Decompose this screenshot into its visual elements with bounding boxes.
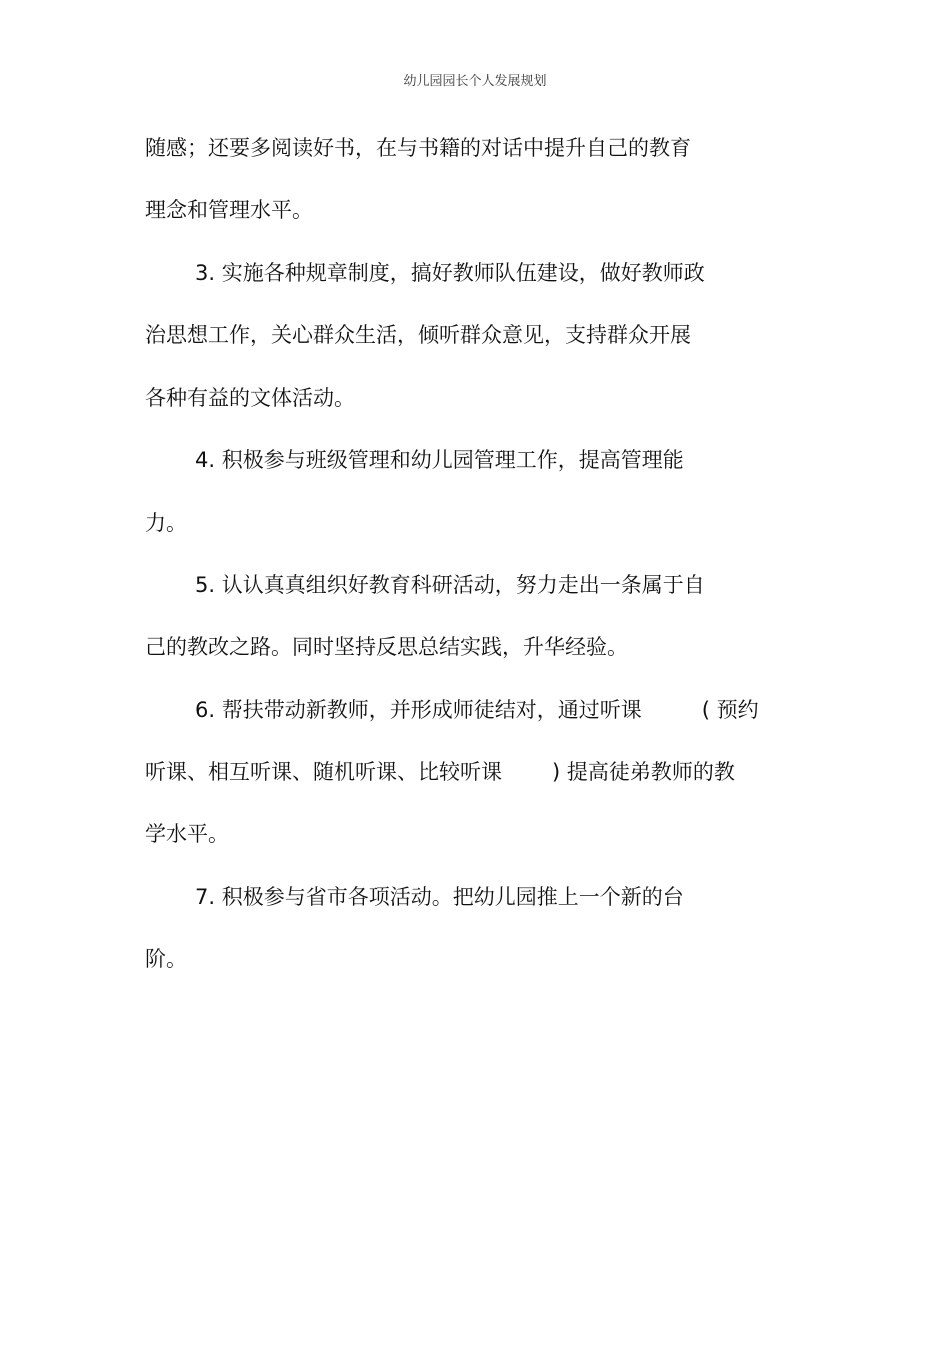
paragraph-line: 力。 bbox=[145, 511, 187, 535]
text-segment: 听课、相互听课、随机听课、比较听课 bbox=[145, 760, 502, 784]
paragraph-line: 各种有益的文体活动。 bbox=[145, 386, 355, 410]
text-segment: ) 提高徒弟教师的教 bbox=[552, 760, 735, 784]
list-item-6-line bbox=[195, 696, 759, 724]
text-segment: 6. 帮扶带动新教师，并形成师徒结对，通过听课 bbox=[195, 698, 642, 722]
paragraph-line: 治思想工作，关心群众生活，倾听群众意见，支持群众开展 bbox=[145, 323, 691, 347]
list-item-7-line: 7. 积极参与省市各项活动。把幼儿园推上一个新的台 bbox=[195, 885, 684, 909]
list-item-5-line: 5. 认认真真组织好教育科研活动，努力走出一条属于自 bbox=[195, 573, 705, 597]
text-segment: ( 预约 bbox=[701, 698, 759, 722]
paragraph-line: 己的教改之路。同时坚持反思总结实践，升华经验。 bbox=[145, 635, 628, 659]
paragraph-line: 学水平。 bbox=[145, 822, 229, 846]
paragraph-line: 随感；还要多阅读好书，在与书籍的对话中提升自己的教育 bbox=[145, 136, 691, 160]
page-header-title: 幼儿园园长个人发展规划 bbox=[403, 74, 547, 89]
paragraph-line bbox=[145, 758, 735, 786]
list-item-4-line: 4. 积极参与班级管理和幼儿园管理工作，提高管理能 bbox=[195, 448, 684, 472]
list-item-3-line: 3. 实施各种规章制度，搞好教师队伍建设，做好教师政 bbox=[195, 261, 705, 285]
paragraph-line: 阶。 bbox=[145, 947, 187, 971]
paragraph-line: 理念和管理水平。 bbox=[145, 198, 313, 222]
